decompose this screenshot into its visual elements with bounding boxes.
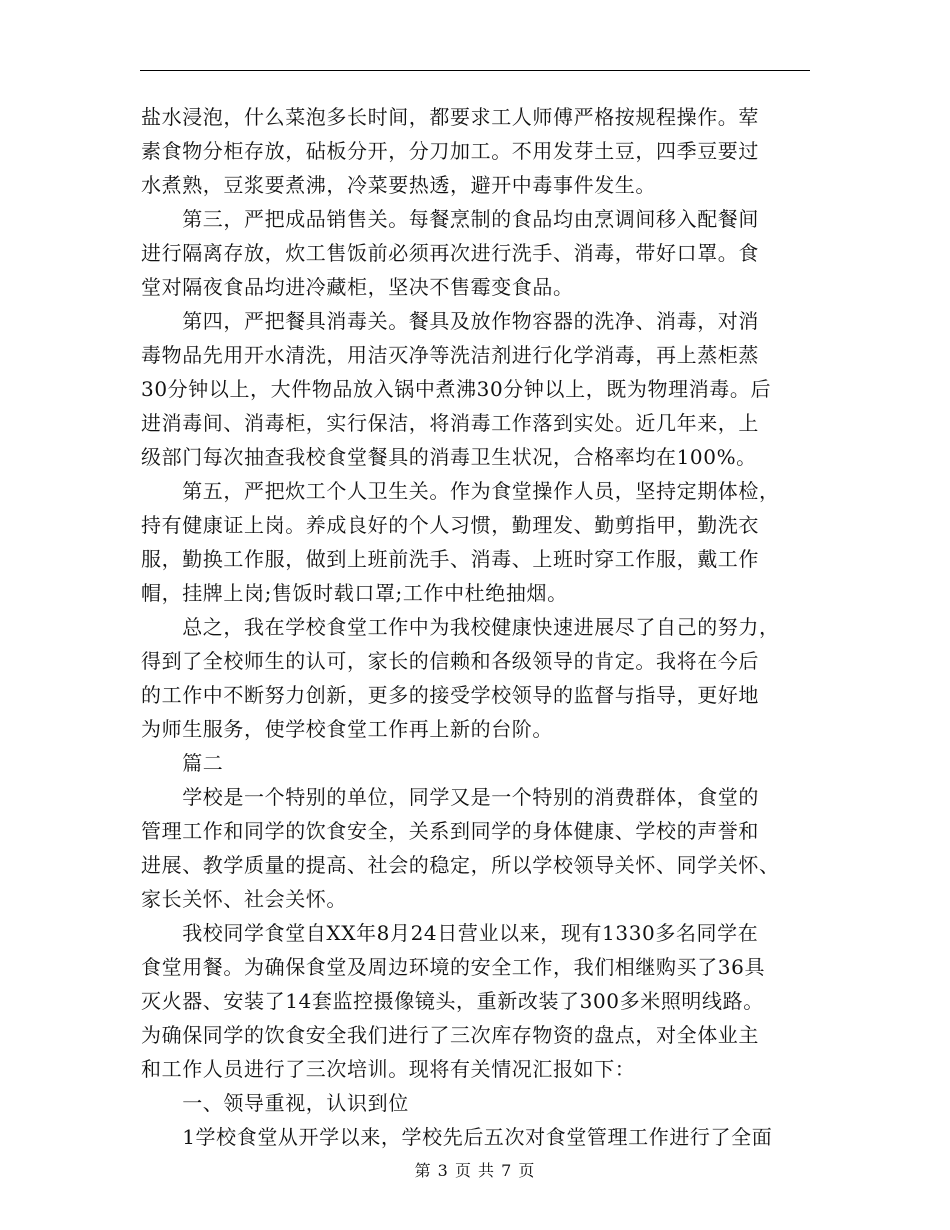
text-line: 进行隔离存放，炊工售饭前必须再次进行洗手、消毒，带好口罩。食 [141, 241, 759, 265]
text-line: 的工作中不断努力创新，更多的接受学校领导的监督与指导，更好地 [141, 683, 759, 707]
text-line: 1学校食堂从开学以来，学校先后五次对食堂管理工作进行了全面 [141, 1125, 773, 1149]
text-line: 灭火器、安装了14套监控摄像镜头，重新改装了300多米照明线路。 [141, 989, 764, 1013]
text-line: 堂对隔夜食品均进冷藏柜，坚决不售霉变食品。 [141, 275, 574, 299]
text-line: 级部门每次抽查我校食堂餐具的消毒卫生状况，合格率均在100%。 [141, 445, 757, 469]
text-line: 水煮熟，豆浆要煮沸，冷菜要热透，避开中毒事件发生。 [141, 173, 656, 197]
page-footer: 第 3 页 共 7 页 [414, 1161, 536, 1180]
text-line: 和工作人员进行了三次培训。现将有关情况汇报如下： [141, 1057, 636, 1081]
text-line: 为师生服务，使学校食堂工作再上新的台阶。 [141, 717, 553, 741]
text-line: 30分钟以上，大件物品放入锅中煮沸30分钟以上，既为物理消毒。后 [141, 377, 772, 401]
text-line: 持有健康证上岗。养成良好的个人习惯，勤理发、勤剪指甲，勤洗衣 [141, 513, 759, 537]
text-line: 为确保同学的饮食安全我们进行了三次库存物资的盘点，对全体业主 [141, 1023, 759, 1047]
text-line: 盐水浸泡，什么菜泡多长时间，都要求工人师傅严格按规程操作。荤 [141, 105, 759, 129]
text-line: 毒物品先用开水清洗，用洁灭净等洗洁剂进行化学消毒，再上蒸柜蒸 [141, 343, 759, 367]
text-line: 服，勤换工作服，做到上班前洗手、消毒、上班时穿工作服，戴工作 [141, 547, 759, 571]
text-line: 家长关怀、社会关怀。 [141, 887, 347, 911]
text-line: 进消毒间、消毒柜，实行保洁，将消毒工作落到实处。近几年来，上 [141, 411, 759, 435]
section-heading: 一、领导重视，认识到位 [141, 1091, 409, 1115]
text-line: 总之，我在学校食堂工作中为我校健康快速进展尽了自己的努力， [141, 615, 780, 639]
text-line: 得到了全校师生的认可，家长的信赖和各级领导的肯定。我将在今后 [141, 649, 759, 673]
text-line: 第三，严把成品销售关。每餐烹制的食品均由烹调间移入配餐间 [141, 207, 759, 231]
section-heading: 篇二 [141, 751, 224, 775]
text-line: 食堂用餐。为确保食堂及周边环境的安全工作，我们相继购买了36具 [141, 955, 766, 979]
text-line: 帽，挂牌上岗;售饭时载口罩;工作中杜绝抽烟。 [141, 581, 568, 605]
text-line: 第五，严把炊工个人卫生关。作为食堂操作人员，坚持定期体检， [141, 479, 780, 503]
text-line: 素食物分柜存放，砧板分开，分刀加工。不用发芽土豆，四季豆要过 [141, 139, 759, 163]
text-line: 第四，严把餐具消毒关。餐具及放作物容器的洗净、消毒，对消 [141, 309, 759, 333]
document-body [141, 100, 813, 1154]
text-line: 我校同学食堂自XX年8月24日营业以来，现有1330多名同学在 [141, 921, 759, 945]
text-line: 管理工作和同学的饮食安全，关系到同学的身体健康、学校的声誉和 [141, 819, 759, 843]
text-line: 进展、教学质量的提高、社会的稳定，所以学校领导关怀、同学关怀、 [141, 853, 780, 877]
text-line: 学校是一个特别的单位，同学又是一个特别的消费群体，食堂的 [141, 785, 759, 809]
header-rule [140, 70, 810, 71]
